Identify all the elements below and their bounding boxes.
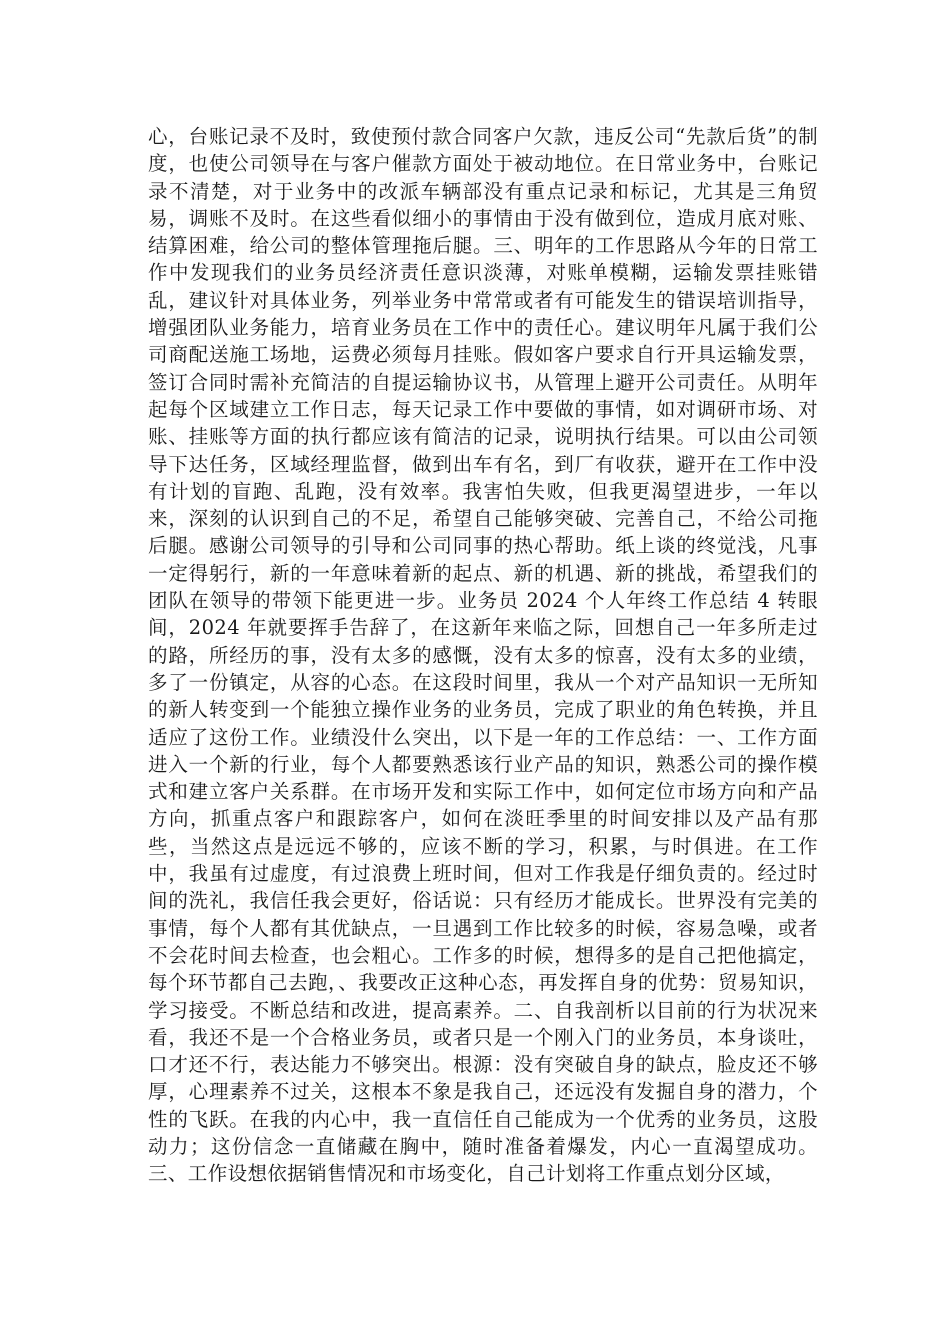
- body-text: 心，台账记录不及时，致使预付款合同客户欠款，违反公司“先款后货”的制度，也使公司领导在与客户催款方面处于被动地位。在日常业务中，台账记录不清楚，对于业务中的改派车辆部没有重点记录和标记，尤其是三角贸易，调账不及时。在这些看似细小的事情由于没有做到位，造成月底对账、结算困难，给公司的整体管理拖后腿。三、明年的工作思路从今年的日常工作中发现我们的业务员经济责任意识淡薄，对账单模糊，运输发票挂账错乱，建议针对具体业务，列举业务中常常或者有可能发生的错误培训指导，增强团队业务能力，培育业务员在工作中的责任心。建议明年凡属于我们公司商配送施工场地，运费必须每月挂账。假如客户要求自行开具运输发票，签订合同时需补充简洁的自提运输协议书，从管理上避开公司责任。从明年起每个区域建立工作日志，每天记录工作中要做的事情，如对调研市场、对账、挂账等方面的执行都应该有简洁的记录，说明执行结果。可以由公司领导下达任务，区域经理监督，做到出车有名，到厂有收获，避开在工作中没有计划的盲跑、乱跑，没有效率。我害怕失败，但我更渴望进步，一年以来，深刻的认识到自己的不足，希望自己能够突破、完善自己，不给公司拖后腿。感谢公司领导的引导和公司同事的热心帮助。纸上谈的终觉浅，凡事一定得躬行，新的一年意味着新的起点、新的机遇、新的挑战，希望我们的团队在领导的带领下能更进一步。业务员 2024 个人年终工作总结 4 转眼间，2024 年就要挥手告辞了，在这新年来临之际，回想自己一年多所走过的路，所经历的事，没有太多的感慨，没有太多的惊喜，没有太多的业绩，多了一份镇定，从容的心态。在这段时间里，我从一个对产品知识一无所知的新人转变到一个能独立操作业务的业务员，完成了职业的角色转换，并且适应了这份工作。业绩没什么突出，以下是一年的工作总结：一、工作方面进入一个新的行业，每个人都要熟悉该行业产品的知识，熟悉公司的操作模式和建立客户关系群。在市场开发和实际工作中，如何定位市场方向和产品方向，抓重点客户和跟踪客户，如何在淡旺季里的时间安排以及产品有那些，当然这点是远远不够的，应该不断的学习，积累，与时俱进。在工作中，我虽有过虚度，有过浪费上班时间，但对工作我是仔细负责的。经过时间的洗礼，我信任我会更好，俗话说：只有经历才能成长。世界没有完美的事情，每个人都有其优缺点，一旦遇到工作比较多的时候，容易急噪，或者不会花时间去检查，也会粗心。工作多的时候，想得多的是自己把他搞定，每个环节都自己去跑，、我要改正这种心态，再发挥自身的优势：贸易知识，学习接受。不断总结和改进，提高素养。二、自我剖析以目前的行为状况来看，我还不是一个合格业务员，或者只是一个刚入门的业务员，本身谈吐，口才还不行，表达能力不够突出。根源：没有突破自身的缺点，脸皮还不够厚，心理素养不过关，这根本不象是我自己，还远没有发掘自身的潜力，个性的飞跃。在我的内心中，我一直信任自己能成为一个优秀的业务员，这股动力；这份信念一直储藏在胸中，随时准备着爆发，内心一直渴望成功。三、工作设想依据销售情况和市场变化，自己计划将工作重点划分区域，: [148, 125, 818, 1186]
